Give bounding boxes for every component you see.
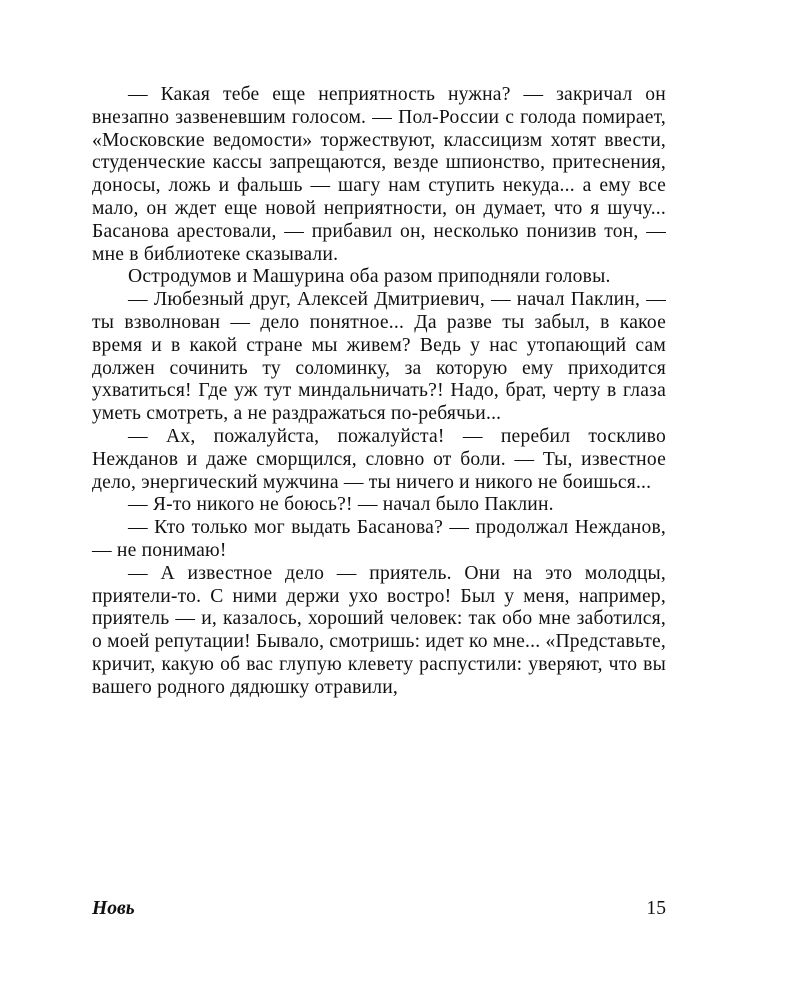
running-title: Новь (92, 898, 135, 919)
paragraph: — Любезный друг, Алексей Дмитриевич, — начал Паклин, — ты взволнован — дело понятное... Да разве ты забыл, в какое время и в какой стране мы живем? Ведь у нас утопающий сам должен сочинить ту соломинку, за которую ему приходится ухватиться! Где уж тут миндальничать?! Надо, брат, черту в глаза уметь смотреть, а не раздражаться по-ребячьи... (92, 289, 666, 425)
paragraph: — Ах, пожалуйста, пожалуйста! — перебил тоскливо Нежданов и даже сморщился, словно от боли. — Ты, известное дело, энергический мужчина — ты ничего и никого не боишься... (92, 425, 666, 493)
paragraph: — А известное дело — приятель. Они на это молодцы, приятели-то. С ними держи ухо востро! Был у меня, например, приятель — и, казалось, хороший человек: так обо мне заботился, о моей репутации! Бывало, смотришь: идет ко мне... «Представьте, кричит, какую об вас глупую клевету распустили: уверяют, что вы вашего родного дядюшку отравили, (92, 562, 666, 698)
paragraph: Остродумов и Машурина оба разом приподняли головы. (128, 266, 611, 288)
page-footer (92, 898, 666, 924)
paragraph: — Какая тебе еще неприятность нужна? — закричал он внезапно зазвеневшим голосом. — Пол-России с голода помирает, «Московские ведомости» торжествуют, классицизм хотят ввести, студенческие кассы запрещаются, везде шпионство, притеснения, доносы, ложь и фальшь — шагу нам ступить некуда... а ему все мало, он ждет еще новой неприятности, он думает, что я шучу... Басанова арестовали, — прибавил он, несколько понизив тон, — мне в библиотеке сказывали. (92, 84, 666, 265)
paragraph: — Кто только мог выдать Басанова? — продолжал Нежданов, — не понимаю! (92, 517, 666, 561)
page-number: 15 (646, 898, 666, 919)
body-text (92, 84, 666, 700)
paragraph: — Я-то никого не боюсь?! — начал было Паклин. (128, 494, 554, 516)
